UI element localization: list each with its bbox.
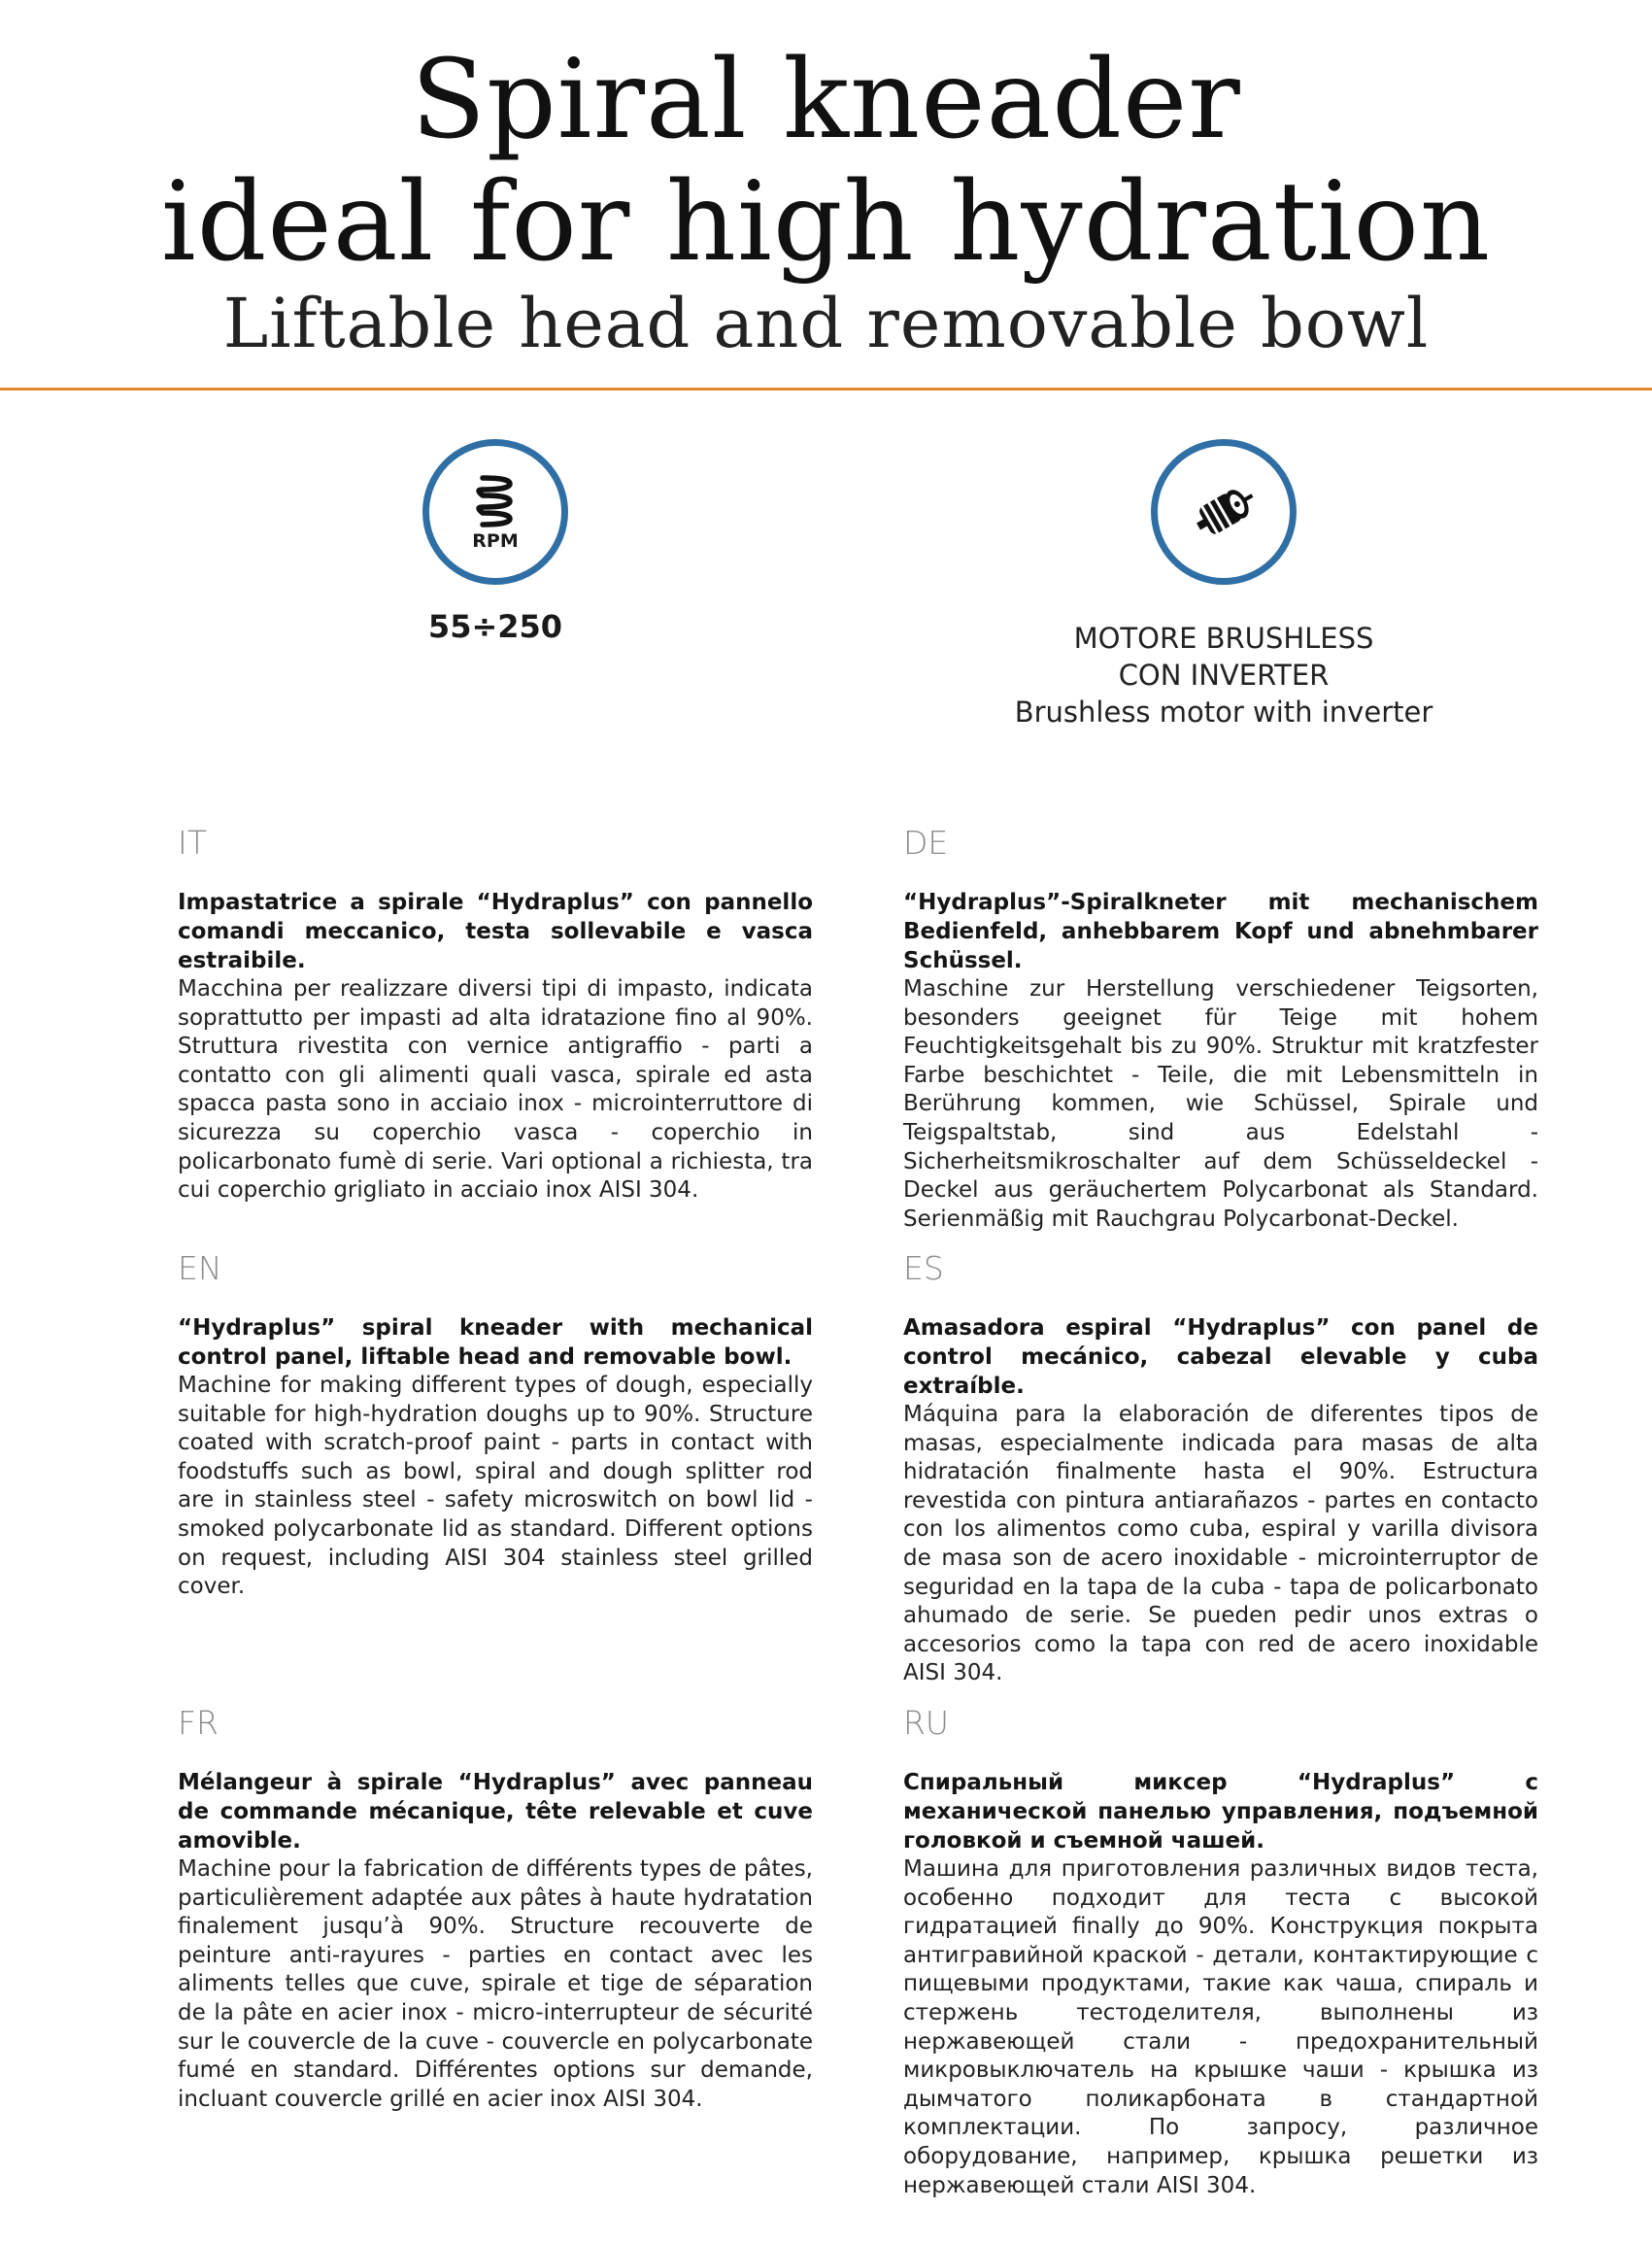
section-body: Maschine zur Herstellung verschiedener Teigsorten, besonders geeignet für Teige mit hohem Feuchtigkeitsgehalt bis zu 90%. Struktur mit kratzfester Farbe beschichtet - Teile, die mit Lebensmitteln in Berührung kommen, wie Schüssel, Spirale und Teigspaltstab, sind aus Edelstahl - Sicherheitsmikroschalter auf dem Schüsseldeckel - Deckel aus geräuchertem Polycarbonat als Standard. Serienmäßig mit Rauchgrau Polycarbonat-Deckel. (903, 976, 1538, 1232)
feature-motor (952, 439, 1496, 731)
section-body: Macchina per realizzare diversi tipi di impasto, indicata soprattutto per impasti ad alta idratazione fino al 90%. Struttura rivestita con vernice antigraffio - parti a contatto con gli alimenti quali vasca, spirale ed asta spacca pasta sono in acciaio inox - microinterruttore di sicurezza su coperchio vasca - coperchio in policarbonato fumè di serie. Vari optional a richiesta, tra cui coperchio grigliato in acciaio inox AISI 304. (178, 976, 813, 1204)
motor-line-2: CON INVERTER (1118, 659, 1330, 692)
rpm-label: RPM (472, 530, 519, 552)
page-title-line-1: Spiral kneader (411, 37, 1241, 163)
title-block (0, 39, 1652, 363)
section-body: Máquina para la elaboración de diferentes tipos de masas, especialmente indicada para masas de alta hidratación finalmente hasta el 90%. Estructura revestida con pintura antiarañazos - partes en contacto con los alimentos como cuba, espiral y varilla divisora de masa son de acero inoxidable - microinterruptor de seguridad en la tapa de la cuba - tapa de policarbonato ahumado de serie. Se pueden pedir unos extras o accesorios como la tapa con red de acero inoxidable AISI 304. (903, 1402, 1538, 1686)
section-ru (903, 1704, 1538, 2200)
page-title-line-2: ideal for high hydration (160, 159, 1492, 286)
motor-line-3: Brushless motor with inverter (1014, 696, 1433, 729)
section-fr (178, 1704, 813, 2114)
section-es (903, 1249, 1538, 1688)
section-it (178, 824, 813, 1206)
language-code: EN (178, 1249, 222, 1287)
page-subtitle: Liftable head and removable bowl (222, 284, 1430, 363)
motor-line-1: MOTORE BRUSHLESS (1073, 622, 1374, 655)
section-body: Machine pour la fabrication de différents types de pâtes, particulièrement adaptée aux pâtes à haute hydratation finalement jusqu’à 90%. Structure recouverte de peinture anti-rayures - parties en contact avec les aliments telles que cuve, spirale et tige de séparation de la pâte en acier inox - micro-interrupteur de sécurité sur le couvercle de la cuve - couvercle en polycarbonate fumé en standard. Différentes options sur demande, incluant couvercle grillé en acier inox AISI 304. (178, 1856, 813, 2112)
section-heading: Mélangeur à spirale “Hydraplus” avec panneau de commande mécanique, tête relevable et cuve amovible. (178, 1770, 813, 1853)
language-code: RU (903, 1704, 950, 1742)
section-de (903, 824, 1538, 1234)
feature-rpm (369, 439, 622, 645)
spring-rpm-icon (471, 472, 520, 528)
orange-divider (0, 388, 1652, 391)
section-body: Машина для приготовления различных видов теста, особенно подходит для теста с высокой гидратацией finally до 90%. Конструкция покрыта антигравийной краской - детали, контактирующие с пищевыми продуктами, такие как чаша, спираль и стержень тестоделителя, выполнены из нержавеющей стали - предохранительный микровыключатель на крышке чаши - крышка из дымчатого поликарбоната в стандартной комплектации. По запросу, различное оборудование, например, крышка решетки из нержавеющей стали AISI 304. (903, 1856, 1538, 2198)
section-heading: Amasadora espiral “Hydraplus” con panel de control mecánico, cabezal elevable y cuba extraíble. (903, 1315, 1538, 1399)
section-body: Machine for making different types of dough, especially suitable for high-hydration doughs up to 90%. Structure coated with scratch-proof paint - parts in contact with foodstuffs such as bowl, spiral and dough splitter rod are in stainless steel - safety microswitch on bowl lid - smoked polycarbonate lid as standard. Different options on request, including AISI 304 stainless steel grilled cover. (178, 1373, 813, 1600)
section-heading: “Hydraplus”-Spiralkneter mit mechanischem Bedienfeld, anhebbarem Kopf und abnehmbarer Schüssel. (903, 890, 1538, 973)
rpm-value: 55÷250 (427, 608, 563, 645)
section-heading: Спиральный миксер “Hydraplus” с механической панелью управления, подъемной головкой и съемной чашей. (903, 1770, 1538, 1853)
motor-badge (1151, 439, 1297, 585)
motor-icon (1185, 473, 1263, 551)
section-en (178, 1249, 813, 1602)
language-code: IT (178, 824, 207, 862)
motor-description (952, 620, 1496, 731)
rpm-badge (422, 439, 568, 585)
language-code: DE (903, 824, 949, 862)
language-code: FR (178, 1704, 219, 1742)
language-code: ES (903, 1249, 944, 1287)
section-heading: “Hydraplus” spiral kneader with mechanical control panel, liftable head and removable bowl. (178, 1315, 813, 1370)
section-heading: Impastatrice a spirale “Hydraplus” con pannello comandi meccanico, testa sollevabile e vasca estraibile. (178, 890, 813, 973)
